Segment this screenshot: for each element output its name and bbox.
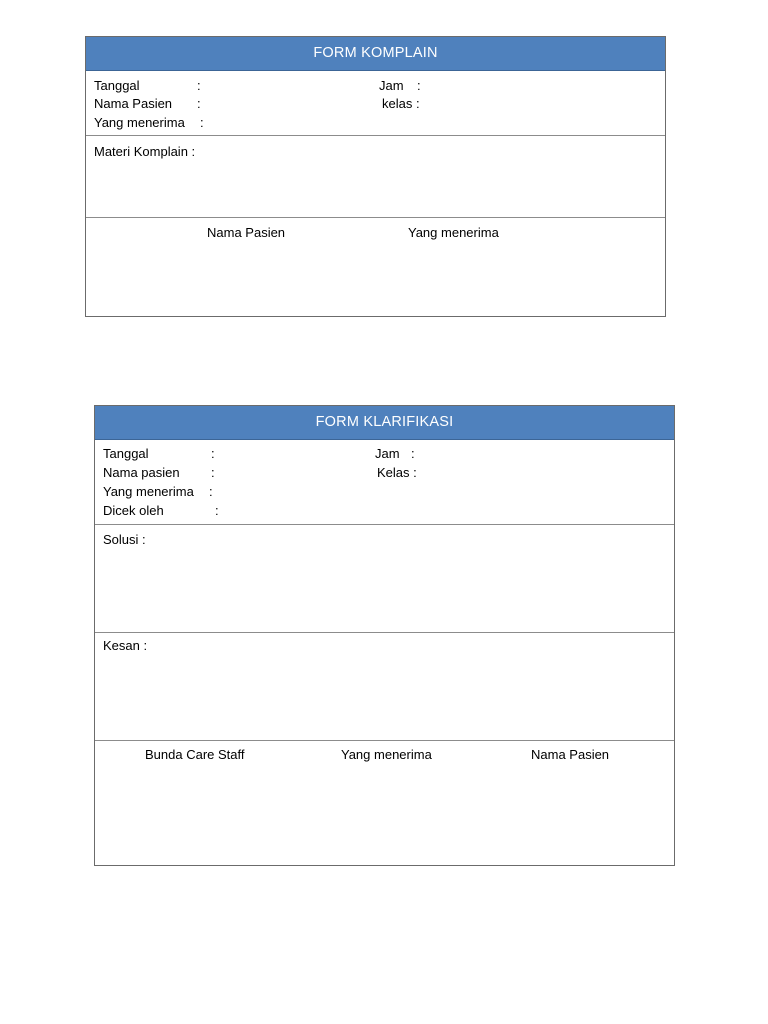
field-jam-label: Jam: [379, 78, 404, 93]
materi-komplain-label: Materi Komplain :: [94, 144, 196, 159]
field-dicek-oleh-label: Dicek oleh: [103, 503, 164, 518]
signature-nama-pasien: Nama Pasien: [207, 225, 286, 240]
form-klarifikasi: [94, 405, 675, 866]
signature-nama-pasien: Nama Pasien: [531, 747, 610, 762]
field-yang-menerima-colon: :: [209, 484, 213, 499]
divider: [86, 217, 665, 218]
field-nama-pasien-colon: :: [211, 465, 215, 480]
field-jam-colon: :: [411, 446, 415, 461]
field-yang-menerima-label: Yang menerima: [103, 484, 194, 499]
form-komplain: [85, 36, 666, 317]
field-nama-pasien-label: Nama Pasien: [94, 96, 173, 111]
field-tanggal-label: Tanggal: [103, 446, 149, 461]
field-nama-pasien-colon: :: [197, 96, 201, 111]
field-jam-colon: :: [417, 78, 421, 93]
field-yang-menerima-label: Yang menerima: [94, 115, 185, 130]
field-tanggal-colon: :: [211, 446, 215, 461]
field-tanggal-label: Tanggal: [94, 78, 140, 93]
divider: [86, 135, 665, 136]
field-kelas-label: kelas :: [382, 96, 420, 111]
field-dicek-oleh-colon: :: [215, 503, 219, 518]
divider: [95, 524, 674, 525]
signature-bunda-care-staff: Bunda Care Staff: [145, 747, 245, 762]
signature-yang-menerima: Yang menerima: [341, 747, 432, 762]
solusi-label: Solusi :: [103, 532, 146, 547]
signature-yang-menerima: Yang menerima: [408, 225, 499, 240]
divider: [95, 740, 674, 741]
divider: [95, 632, 674, 633]
field-jam-label: Jam: [375, 446, 400, 461]
field-tanggal-colon: :: [197, 78, 201, 93]
kesan-label: Kesan :: [103, 638, 148, 653]
field-nama-pasien-label: Nama pasien: [103, 465, 180, 480]
form-komplain-title: FORM KOMPLAIN: [86, 37, 665, 71]
field-kelas-label: Kelas :: [377, 465, 417, 480]
field-yang-menerima-colon: :: [200, 115, 204, 130]
form-klarifikasi-title: FORM KLARIFIKASI: [95, 406, 674, 440]
